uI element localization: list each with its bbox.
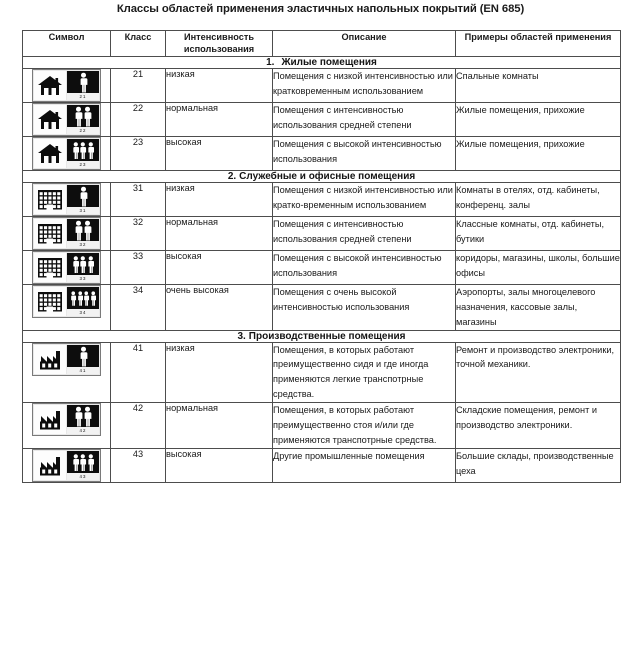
- class-number-cell: 32: [111, 216, 166, 250]
- description-cell: Помещения, в которых работают преимущественно стоя и/или где применяются транспотрные средства.: [273, 403, 456, 449]
- usage-intensity-cell: нормальная: [166, 403, 273, 449]
- table-row: [23, 102, 621, 136]
- class-number-cell: 23: [111, 136, 166, 170]
- application-examples-cell: Жилые помещения, прихожие: [456, 102, 621, 136]
- class-symbol-cell: [23, 284, 111, 330]
- application-examples-cell: Аэропорты, залы многоцелевого назначения, кассовые залы, магазины: [456, 284, 621, 330]
- usage-class-pictogram: [32, 183, 101, 216]
- person-figure-icon: [83, 106, 92, 127]
- people-pane: [67, 253, 99, 282]
- usage-intensity-cell: высокая: [166, 250, 273, 284]
- usage-intensity-cell: высокая: [166, 448, 273, 482]
- table-row: [23, 250, 621, 284]
- pictogram-class-badge: 31: [67, 207, 99, 214]
- usage-intensity-cell: низкая: [166, 68, 273, 102]
- pictogram-class-badge: 21: [67, 93, 99, 100]
- building-pane: [34, 185, 66, 214]
- people-pane: [67, 287, 99, 316]
- description-cell: Помещения с интенсивностью использования средней степени: [273, 216, 456, 250]
- class-number-cell: 34: [111, 284, 166, 330]
- description-cell: Помещения с низкой интенсивностью или кратко-временным использованием: [273, 182, 456, 216]
- table-row: [23, 403, 621, 449]
- usage-class-pictogram: [32, 449, 101, 482]
- class-number-cell: 43: [111, 448, 166, 482]
- application-examples-cell: Ремонт и производство электроники, точной механики.: [456, 342, 621, 403]
- building-pane: [34, 451, 66, 480]
- section-label: Производственные помещения: [248, 330, 406, 342]
- column-header-description: Описание: [273, 31, 456, 57]
- class-symbol-cell: [23, 68, 111, 102]
- column-header-intensity: Интенсивность использования: [166, 31, 273, 57]
- person-figure-icon: [79, 186, 88, 207]
- usage-intensity-cell: низкая: [166, 342, 273, 403]
- description-cell: Помещения, в которых работают преимущественно сидя и где иногда применяются легкие транспотрные средства.: [273, 342, 456, 403]
- table-row: [23, 448, 621, 482]
- class-symbol-cell: [23, 102, 111, 136]
- usage-class-pictogram: [32, 217, 101, 250]
- house-icon: [37, 143, 63, 164]
- section-number: 2.: [227, 170, 237, 182]
- class-number-cell: 21: [111, 68, 166, 102]
- table-row: [23, 136, 621, 170]
- factory-icon: [37, 455, 63, 476]
- section-number: 3.: [237, 330, 246, 342]
- person-figure-icon: [79, 346, 88, 367]
- usage-intensity-cell: нормальная: [166, 216, 273, 250]
- person-figure-icon: [90, 288, 97, 309]
- usage-intensity-cell: низкая: [166, 182, 273, 216]
- office-building-icon: [37, 291, 63, 312]
- application-examples-cell: Жилые помещения, прихожие: [456, 136, 621, 170]
- class-number-cell: 31: [111, 182, 166, 216]
- class-number-cell: 33: [111, 250, 166, 284]
- application-examples-cell: Большие склады, производственные цеха: [456, 448, 621, 482]
- usage-class-pictogram: [32, 251, 101, 284]
- class-symbol-cell: [23, 448, 111, 482]
- table-body: [23, 56, 621, 482]
- page-title: Классы областей применения эластичных напольных покрытий (EN 685): [116, 3, 525, 15]
- pictogram-class-badge: 33: [67, 275, 99, 282]
- table-row: [23, 216, 621, 250]
- table-row: [23, 182, 621, 216]
- usage-class-pictogram: [32, 137, 101, 170]
- person-figure-icon: [79, 72, 88, 93]
- factory-icon: [37, 349, 63, 370]
- table-header: [23, 31, 621, 57]
- pictogram-class-badge: 32: [67, 241, 99, 248]
- person-figure-icon: [83, 220, 92, 241]
- people-pane: [67, 139, 99, 168]
- people-pane: [67, 405, 99, 434]
- description-cell: Помещения с интенсивностью использования средней степени: [273, 102, 456, 136]
- class-number-cell: 22: [111, 102, 166, 136]
- section-header-row: [23, 170, 621, 182]
- person-figure-icon: [87, 140, 95, 161]
- building-pane: [34, 345, 66, 374]
- building-pane: [34, 105, 66, 134]
- building-pane: [34, 219, 66, 248]
- usage-class-pictogram: [32, 69, 101, 102]
- house-icon: [37, 109, 63, 130]
- people-pane: [67, 451, 99, 480]
- person-figure-icon: [87, 452, 95, 473]
- table-row: [23, 284, 621, 330]
- pictogram-class-badge: 34: [67, 309, 99, 316]
- pictogram-class-badge: 22: [67, 127, 99, 134]
- office-building-icon: [37, 223, 63, 244]
- office-building-icon: [37, 189, 63, 210]
- column-header-class: Класс: [111, 31, 166, 57]
- building-pane: [34, 253, 66, 282]
- description-cell: Другие промышленные помещения: [273, 448, 456, 482]
- people-pane: [67, 345, 99, 374]
- usage-class-pictogram: [32, 343, 101, 376]
- pictogram-class-badge: 43: [67, 473, 99, 480]
- people-pane: [67, 105, 99, 134]
- class-number-cell: 41: [111, 342, 166, 403]
- section-header-row: [23, 330, 621, 342]
- class-symbol-cell: [23, 182, 111, 216]
- person-figure-icon: [79, 140, 87, 161]
- application-examples-cell: Классные комнаты, отд. кабинеты, бутики: [456, 216, 621, 250]
- class-symbol-cell: [23, 403, 111, 449]
- person-figure-icon: [72, 452, 80, 473]
- pictogram-class-badge: 42: [67, 427, 99, 434]
- office-building-icon: [37, 257, 63, 278]
- usage-intensity-cell: нормальная: [166, 102, 273, 136]
- usage-intensity-cell: очень высокая: [166, 284, 273, 330]
- application-examples-cell: Складские помещения, ремонт и производство электроники.: [456, 403, 621, 449]
- description-cell: Помещения с низкой интенсивностью или кратковременным использованием: [273, 68, 456, 102]
- people-pane: [67, 71, 99, 100]
- column-header-symbol: Символ: [23, 31, 111, 57]
- application-examples-cell: Комнаты в отелях, отд. кабинеты, конференц. залы: [456, 182, 621, 216]
- table-header-row: [23, 31, 621, 57]
- people-pane: [67, 219, 99, 248]
- person-figure-icon: [83, 406, 92, 427]
- people-pane: [67, 185, 99, 214]
- person-figure-icon: [79, 254, 87, 275]
- description-cell: Помещения с очень высокой интенсивностью использования: [273, 284, 456, 330]
- pictogram-class-badge: 23: [67, 161, 99, 168]
- section-number: 1.: [266, 56, 275, 68]
- column-header-examples: Примеры областей применения: [456, 31, 621, 57]
- class-symbol-cell: [23, 136, 111, 170]
- person-figure-icon: [79, 452, 87, 473]
- person-figure-icon: [74, 406, 83, 427]
- house-icon: [37, 75, 63, 96]
- section-title-3: [23, 330, 621, 342]
- table-row: [23, 342, 621, 403]
- table-row: [23, 68, 621, 102]
- person-figure-icon: [74, 106, 83, 127]
- section-label: Жилые помещения: [281, 56, 377, 68]
- pictogram-class-badge: 41: [67, 367, 99, 374]
- class-symbol-cell: [23, 250, 111, 284]
- class-symbol-cell: [23, 342, 111, 403]
- section-label: Служебные и офисные помещения: [239, 170, 416, 182]
- usage-class-pictogram: [32, 103, 101, 136]
- person-figure-icon: [74, 220, 83, 241]
- section-title-2: [23, 170, 621, 182]
- building-pane: [34, 71, 66, 100]
- section-header-row: [23, 56, 621, 68]
- class-symbol-cell: [23, 216, 111, 250]
- application-examples-cell: коридоры, магазины, школы, большие офисы: [456, 250, 621, 284]
- description-cell: Помещения с высокой интенсивностью использования: [273, 250, 456, 284]
- description-cell: Помещения с высокой интенсивностью использования: [273, 136, 456, 170]
- classes-table: [22, 30, 621, 483]
- building-pane: [34, 405, 66, 434]
- usage-class-pictogram: [32, 285, 101, 318]
- section-title-1: [23, 56, 621, 68]
- person-figure-icon: [72, 254, 80, 275]
- person-figure-icon: [87, 254, 95, 275]
- building-pane: [34, 139, 66, 168]
- usage-intensity-cell: высокая: [166, 136, 273, 170]
- person-figure-icon: [72, 140, 80, 161]
- class-number-cell: 42: [111, 403, 166, 449]
- application-examples-cell: Спальные комнаты: [456, 68, 621, 102]
- usage-class-pictogram: [32, 403, 101, 436]
- factory-icon: [37, 409, 63, 430]
- building-pane: [34, 287, 66, 316]
